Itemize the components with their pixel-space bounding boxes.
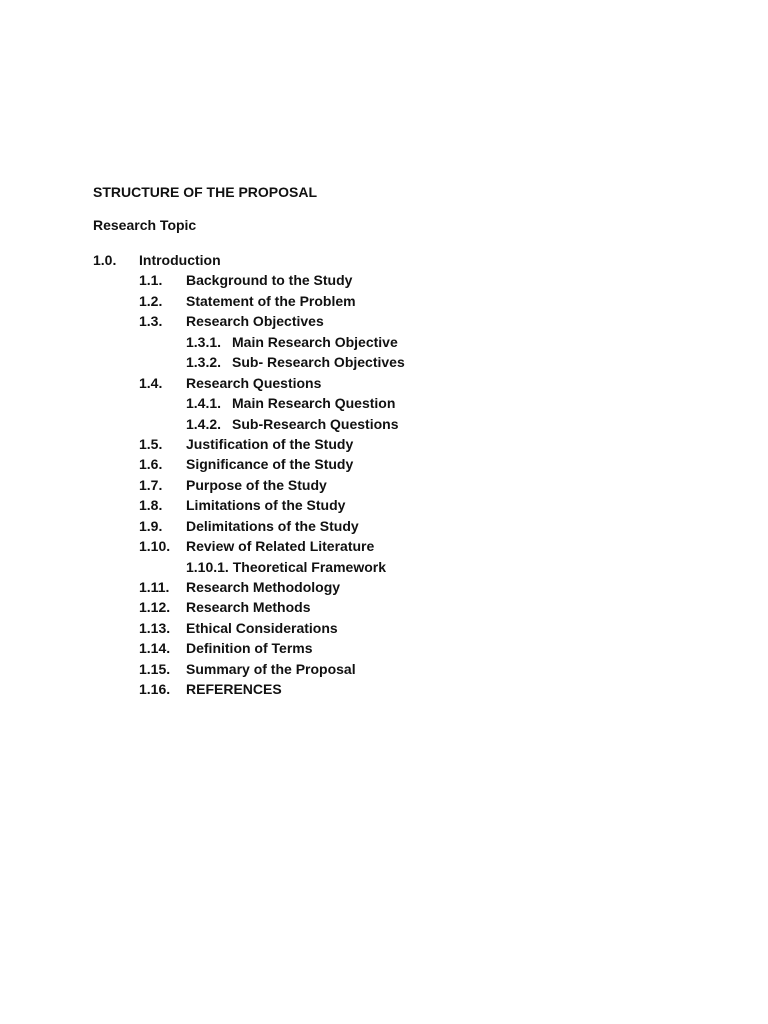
outline-item-number: 1.13. xyxy=(139,619,171,636)
document-title: STRUCTURE OF THE PROPOSAL xyxy=(93,184,318,200)
outline-item-number: 1.15. xyxy=(139,660,171,677)
outline-item-number: 1.3.1. xyxy=(186,333,222,350)
outline-item-label: Review of Related Literature xyxy=(186,538,375,555)
outline-item-number: 1.4.2. xyxy=(186,415,222,432)
outline-item-label: Research Methods xyxy=(186,599,311,616)
outline-item xyxy=(0,454,768,474)
outline-item-label: Background to the Study xyxy=(186,272,353,289)
outline-item-label: Main Research Question xyxy=(232,395,396,412)
outline-item-number: 1.10. xyxy=(139,538,171,555)
outline-item xyxy=(0,291,768,311)
outline-item-label: Statement of the Problem xyxy=(186,292,356,309)
outline-item-number: 1.4.1. xyxy=(186,395,222,412)
outline-item-number: 1.6. xyxy=(139,456,163,473)
outline-item-number: 1.7. xyxy=(139,476,163,493)
outline-item-label: Research Methodology xyxy=(186,579,341,595)
outline-item xyxy=(0,638,768,658)
outline-item-label: Justification of the Study xyxy=(186,435,354,452)
outline-item xyxy=(0,495,768,515)
outline-item-label: Theoretical Framework xyxy=(232,558,386,575)
outline-item xyxy=(0,557,768,577)
outline-item xyxy=(0,659,768,679)
outline-item-label: Definition of Terms xyxy=(186,640,313,657)
outline-item-number: 1.4. xyxy=(139,374,163,391)
outline-item xyxy=(0,414,768,434)
outline-item-number: 1.3. xyxy=(139,313,163,330)
outline-item xyxy=(0,393,768,413)
outline-item-number: 1.2. xyxy=(139,292,163,309)
outline-item-label: Limitations of the Study xyxy=(186,497,346,514)
outline-item xyxy=(0,352,768,372)
outline-item xyxy=(0,679,768,699)
outline-item-label: REFERENCES xyxy=(186,681,282,698)
outline-item xyxy=(0,597,768,617)
outline-item xyxy=(0,516,768,536)
outline-item-label: Introduction xyxy=(139,252,221,268)
outline-item-number: 1.9. xyxy=(139,517,163,534)
outline-item xyxy=(0,536,768,556)
outline-item-number: 1.3.2. xyxy=(186,354,222,371)
outline-item-label: Ethical Considerations xyxy=(186,619,338,636)
outline-item xyxy=(0,475,768,495)
outline-item-label: Summary of the Proposal xyxy=(186,660,356,677)
outline-item-number: 1.5. xyxy=(139,435,163,452)
outline-item-number: 1.10.1. xyxy=(186,558,229,575)
outline-item xyxy=(0,311,768,331)
outline-item xyxy=(0,332,768,352)
outline-item xyxy=(0,618,768,638)
outline-item-label: Sub- Research Objectives xyxy=(232,354,405,371)
outline-item xyxy=(0,270,768,290)
outline-item-number: 1.11. xyxy=(139,579,170,595)
outline-item-number: 1.1. xyxy=(139,272,163,289)
outline-item xyxy=(0,434,768,454)
outline-item xyxy=(0,373,768,393)
outline-item xyxy=(0,250,768,270)
proposal-outline xyxy=(0,250,768,700)
outline-item-label: Research Objectives xyxy=(186,313,324,330)
outline-item-label: Main Research Objective xyxy=(232,333,398,350)
outline-item-number: 1.14. xyxy=(139,640,171,657)
research-topic-heading: Research Topic xyxy=(93,217,197,233)
outline-item-number: 1.8. xyxy=(139,497,163,514)
outline-item-label: Purpose of the Study xyxy=(186,476,327,493)
outline-item-number: 1.16. xyxy=(139,681,171,698)
outline-item-label: Research Questions xyxy=(186,374,322,391)
outline-item xyxy=(0,577,768,597)
outline-item-number: 1.0. xyxy=(93,252,117,268)
outline-item-label: Delimitations of the Study xyxy=(186,517,359,534)
outline-item-label: Sub-Research Questions xyxy=(232,415,399,432)
outline-item-label: Significance of the Study xyxy=(186,456,354,473)
outline-item-number: 1.12. xyxy=(139,599,171,616)
